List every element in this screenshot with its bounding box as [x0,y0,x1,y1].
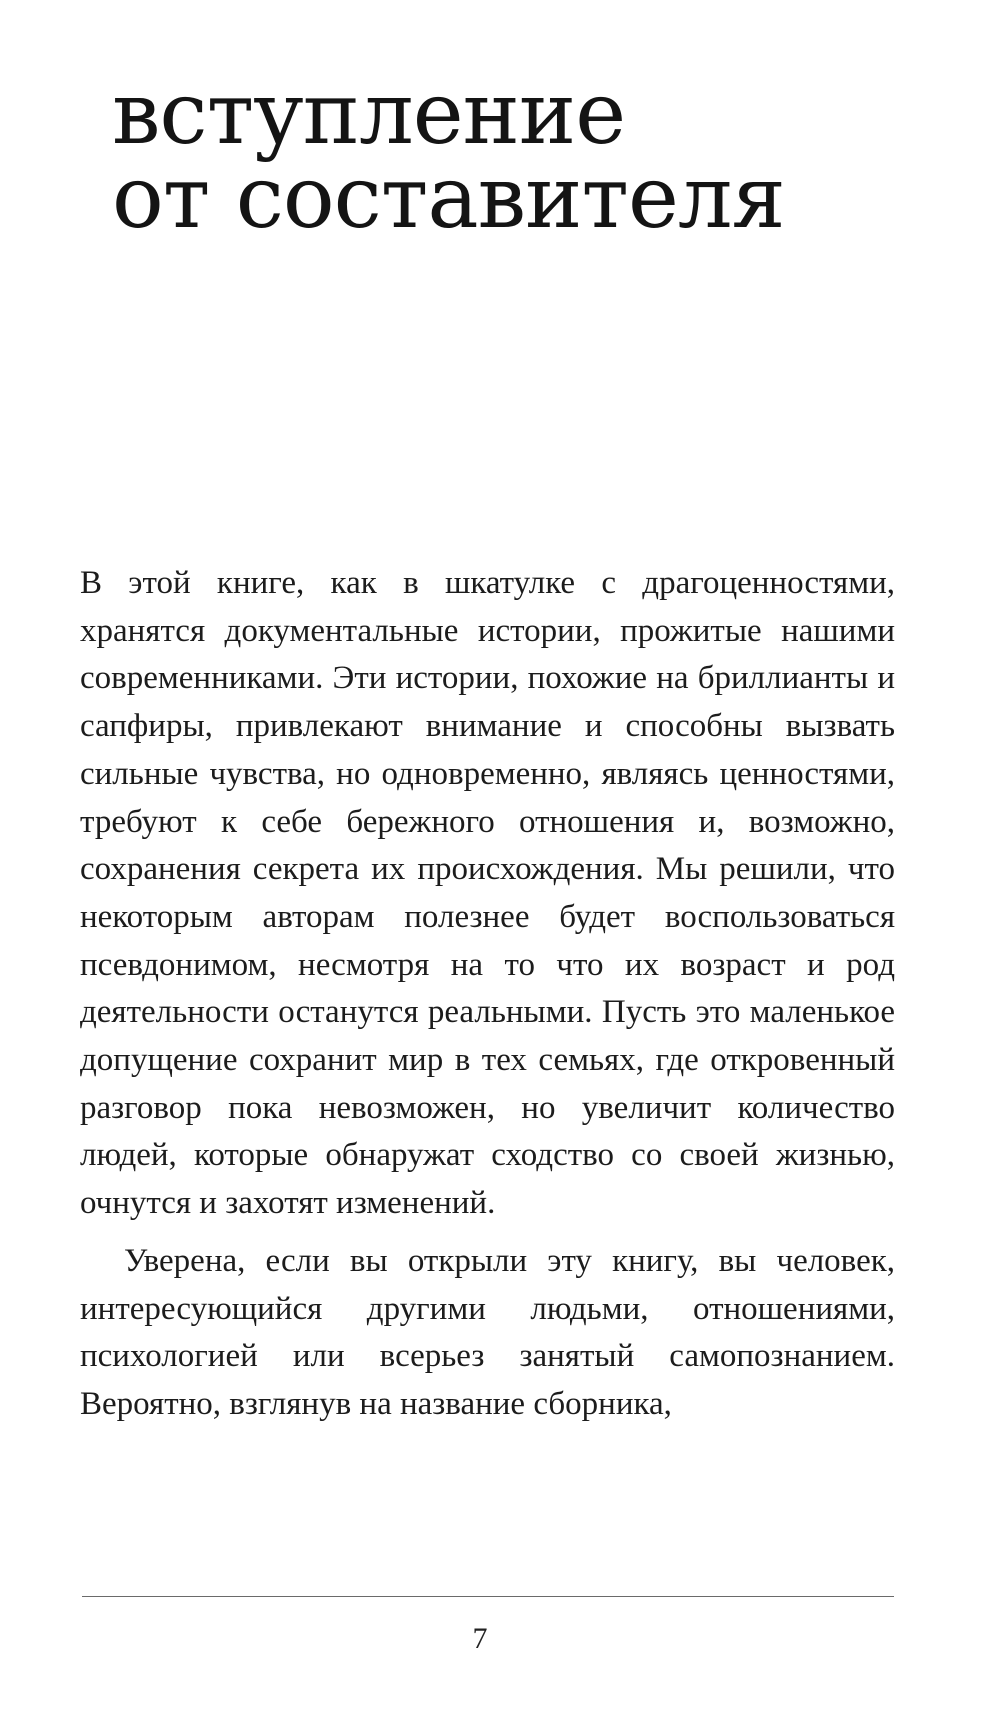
chapter-title-line-1: вступление [112,64,626,164]
paragraph-1: В этой книге, как в шкатулке с драгоценностями, хранятся документальные истории, прожитые нашими современниками. Эти истории, похожие на бриллианты и сапфиры, привлекают внимание и способны вызвать сильные чувства, но одновременно, являясь ценностями, требуют к себе бережного отношения и, возможно, сохранения секрета их происхождения. Мы решили, что некоторым авторам полезнее будет воспользоваться псевдонимом, несмотря на то что их возраст и род деятельности останутся реальными. Пусть это маленькое допущение сохранит мир в тех семьях, где откровенный разговор пока невозможен, но увеличит количество людей, которые обнаружат сходство со своей жизнью, очнутся и захотят изменений. [80,565,895,1222]
page-number: 7 [472,1622,488,1655]
footer-divider [82,1596,894,1597]
chapter-title [112,64,912,248]
paragraph-2: Уверена, если вы открыли эту книгу, вы человек, интересующийся другими людьми, отношениями, психологией или всерьез занятый самопознанием. Вероятно, взглянув на название сборника, [80,1242,895,1422]
chapter-title-line-2: от составителя [112,148,785,248]
body-text [80,560,895,1429]
